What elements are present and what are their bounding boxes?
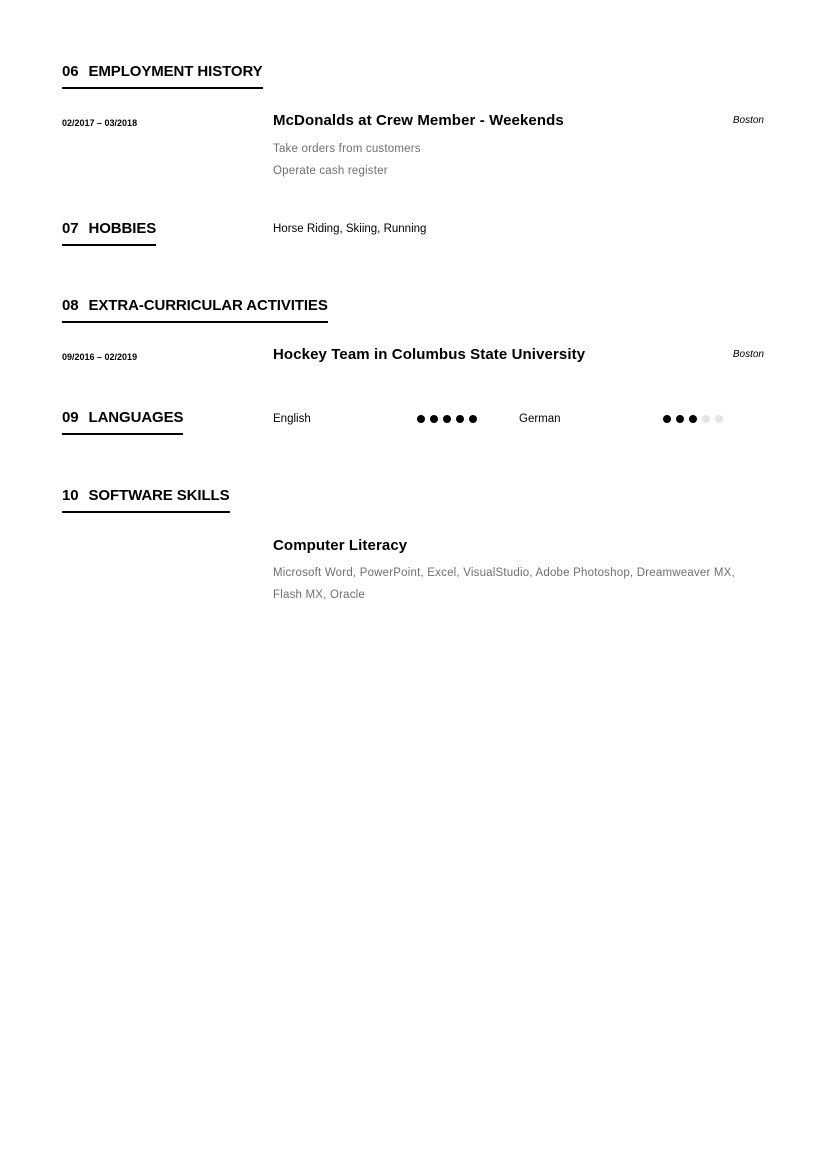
extracurricular-city: Boston [732, 349, 764, 360]
section-heading: SOFTWARE SKILLS [88, 487, 230, 504]
section-heading: EXTRA-CURRICULAR ACTIVITIES [88, 297, 328, 314]
software-skill-title: Computer Literacy [273, 537, 408, 554]
rating-dot-filled [456, 415, 464, 423]
extracurricular-title: Hockey Team in Columbus State University [273, 346, 586, 363]
section-number: 10 [62, 487, 79, 504]
rating-dot-filled [689, 415, 697, 423]
rating-dot-filled [469, 415, 477, 423]
section-number: 07 [62, 220, 79, 237]
rating-dot-filled [443, 415, 451, 423]
rating-dot-empty [715, 415, 723, 423]
section-title-extracurricular [62, 297, 328, 323]
rating-dot-filled [417, 415, 425, 423]
employment-title: McDonalds at Crew Member - Weekends [273, 112, 564, 129]
software-skill-description: Microsoft Word, PowerPoint, Excel, VisualStudio, Adobe Photoshop, Dreamweaver MX, Flash MX, Oracle [273, 567, 735, 601]
section-number: 06 [62, 63, 79, 80]
rating-dot-filled [663, 415, 671, 423]
employment-duty: Operate cash register [273, 165, 388, 177]
section-heading: EMPLOYMENT HISTORY [88, 63, 263, 80]
rating-dot-filled [676, 415, 684, 423]
employment-duty: Take orders from customers [273, 143, 421, 155]
section-heading: HOBBIES [88, 220, 157, 237]
extracurricular-date: 09/2016 – 02/2019 [62, 352, 138, 362]
section-title-software-skills [62, 487, 230, 513]
section-number: 09 [62, 409, 79, 426]
language-name-german: German [519, 413, 561, 425]
section-title-employment-history [62, 63, 263, 89]
section-number: 08 [62, 297, 79, 314]
language-rating-english [417, 415, 477, 423]
language-rating-german [663, 415, 723, 423]
rating-dot-filled [430, 415, 438, 423]
section-title-languages [62, 409, 183, 435]
hobbies-text: Horse Riding, Skiing, Running [273, 223, 427, 235]
section-heading: LANGUAGES [88, 409, 184, 426]
section-title-hobbies [62, 220, 156, 246]
language-name-english: English [273, 413, 311, 425]
employment-date: 02/2017 – 03/2018 [62, 118, 138, 128]
rating-dot-empty [702, 415, 710, 423]
employment-city: Boston [732, 115, 764, 126]
